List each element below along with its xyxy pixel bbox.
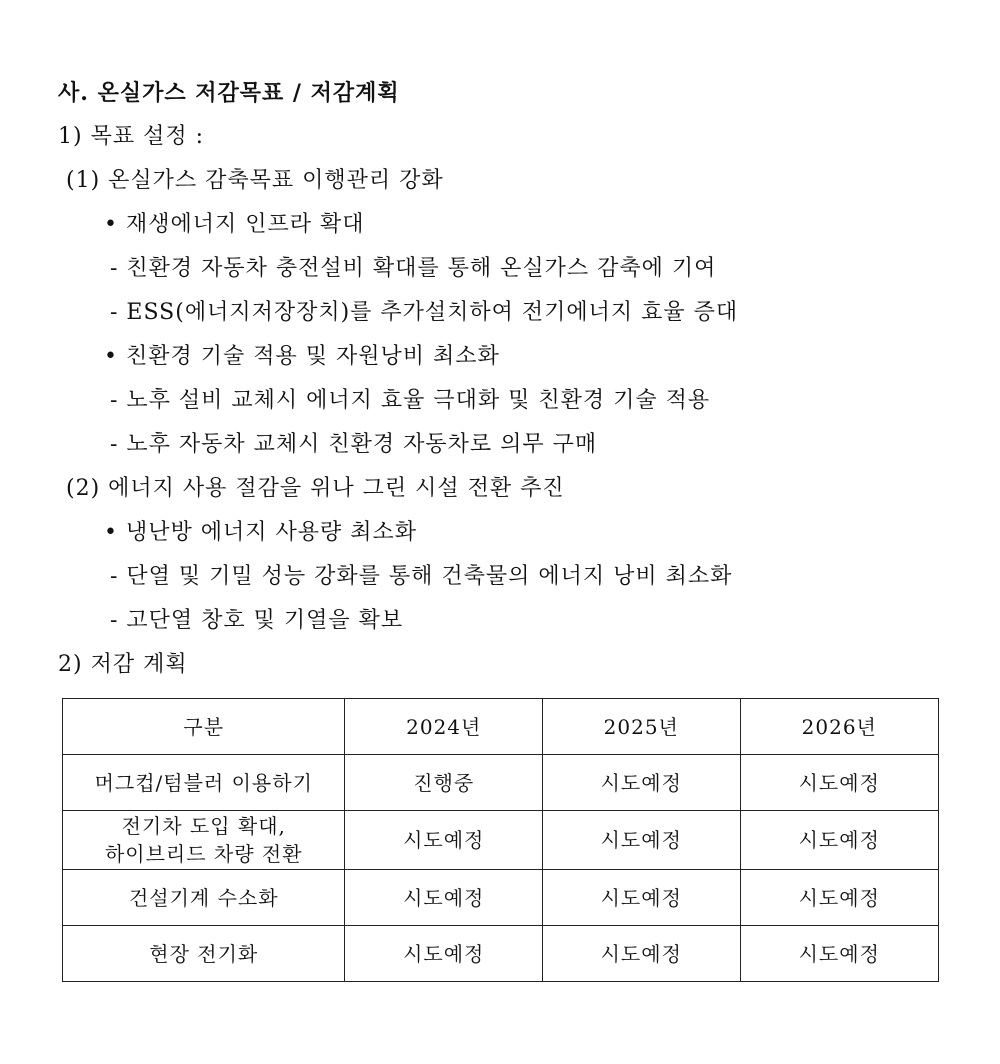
header-2024: 2024년 [345,699,543,755]
table-row [63,755,939,811]
item1-title: (1) 온실가스 감축목표 이행관리 강화 [66,168,444,193]
row-label-line1: 전기차 도입 확대, [121,814,286,838]
header-2025: 2025년 [543,699,741,755]
cell-2024: 시도예정 [345,870,543,926]
section1-title: 1) 목표 설정 : [58,124,204,149]
table-row [63,870,939,926]
cell-2026: 시도예정 [740,811,938,870]
row-label: 머그컵/텀블러 이용하기 [63,755,345,811]
row-label: 현장 전기화 [63,926,345,982]
cell-2026: 시도예정 [740,926,938,982]
item1-bullet2-dash2: - 노후 자동차 교체시 친환경 자동차로 의무 구매 [110,432,598,457]
item2-title: (2) 에너지 사용 절감을 위나 그린 시설 전환 추진 [66,476,565,501]
item1-bullet2-dash1: - 노후 설비 교체시 에너지 효율 극대화 및 친환경 기술 적용 [110,388,711,413]
cell-2024: 시도예정 [345,926,543,982]
cell-2025: 시도예정 [543,870,741,926]
section2-title: 2) 저감 계획 [58,652,188,677]
cell-2025: 시도예정 [543,755,741,811]
table-header-row [63,699,939,755]
item2-bullet1-dash2: - 고단열 창호 및 기열을 확보 [110,608,404,633]
item1-bullet1-dash1: - 친환경 자동차 충전설비 확대를 통해 온실가스 감축에 기여 [110,256,717,281]
item2-bullet1-dash1: - 단열 및 기밀 성능 강화를 통해 건축물의 에너지 낭비 최소화 [110,564,733,589]
section-heading: 사. 온실가스 저감목표 / 저감계획 [58,80,400,106]
item1-bullet2: • 친환경 기술 적용 및 자원낭비 최소화 [104,344,500,369]
cell-2024: 진행중 [345,755,543,811]
reduction-plan-table [62,698,939,982]
cell-2026: 시도예정 [740,755,938,811]
item2-bullet1: • 냉난방 에너지 사용량 최소화 [104,520,417,545]
item1-bullet1-dash2: - ESS(에너지저장장치)를 추가설치하여 전기에너지 효율 증대 [110,300,739,325]
cell-2025: 시도예정 [543,811,741,870]
table-row [63,926,939,982]
cell-2024: 시도예정 [345,811,543,870]
row-label: 건설기계 수소화 [63,870,345,926]
row-label-line2: 하이브리드 차량 전환 [104,842,303,866]
item1-bullet1: • 재생에너지 인프라 확대 [104,212,365,237]
header-category: 구분 [63,699,345,755]
cell-2025: 시도예정 [543,926,741,982]
table-row [63,811,939,870]
header-2026: 2026년 [740,699,938,755]
row-label [63,811,345,870]
cell-2026: 시도예정 [740,870,938,926]
